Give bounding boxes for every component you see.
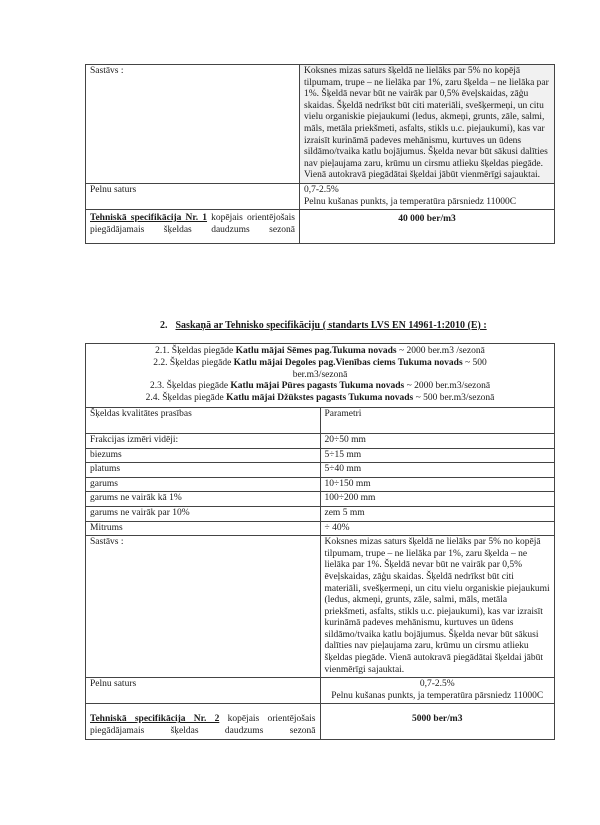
ash-cell bbox=[320, 678, 555, 704]
table-row bbox=[86, 448, 555, 463]
delivery-place: Katlu mājai Džūkstes pagasts Tukuma novads bbox=[226, 393, 414, 404]
param-value: 10÷150 mm bbox=[320, 477, 555, 492]
spec-table-2 bbox=[85, 343, 555, 740]
table-row bbox=[86, 492, 555, 507]
ash-value: 0,7-2.5% bbox=[304, 184, 339, 195]
param-label: Frakcijas izmēri vidēji: bbox=[86, 433, 321, 448]
ash-label: Pelnu saturs bbox=[86, 183, 300, 209]
param-value: 20÷50 mm bbox=[320, 433, 555, 448]
spec-amount: 40 000 ber/m3 bbox=[300, 210, 555, 244]
table-row bbox=[86, 536, 555, 678]
param-label: garums ne vairāk kā 1% bbox=[86, 492, 321, 507]
section-heading bbox=[160, 320, 487, 331]
delivery-item: 2.3. Šķeldas piegāde Katlu mājai Pūres pagasts Tukuma novads ~ 2000 ber.m3/sezonā bbox=[149, 381, 491, 392]
table-row bbox=[86, 678, 555, 704]
table-row bbox=[86, 477, 555, 492]
spec-label-cell bbox=[86, 210, 300, 244]
delivery-item: 2.2. Šķeldas piegāde Katlu mājai Degoles pag.Vienības ciems Tukuma novads ~ 500 ber.m3/sezonā bbox=[153, 357, 487, 380]
section-title: Saskaņā ar Tehnisko specifikāciju ( standarts LVS EN 14961-1:2010 (E) : bbox=[175, 320, 487, 331]
param-value: 100÷200 mm bbox=[320, 492, 555, 507]
composition-label: Sastāvs : bbox=[90, 66, 124, 76]
table-row bbox=[86, 704, 555, 739]
header-right: Parametri bbox=[320, 407, 555, 433]
composition-label-cell bbox=[86, 65, 300, 184]
table-row bbox=[86, 344, 555, 408]
delivery-item: 2.1. Šķeldas piegāde Katlu mājai Sēmes pag.Tukuma novads ~ 2000 ber.m3 /sezonā bbox=[155, 346, 485, 356]
header-left: Šķeldas kvalitātes prasības bbox=[86, 407, 321, 433]
param-label: garums bbox=[86, 477, 321, 492]
spec-table-1 bbox=[85, 64, 555, 244]
spec-label-cell bbox=[86, 704, 321, 739]
delivery-list bbox=[86, 344, 555, 408]
table-row bbox=[86, 433, 555, 448]
param-label: Mitrums bbox=[86, 521, 321, 536]
section-number: 2. bbox=[160, 320, 168, 331]
delivery-item: 2.4. Šķeldas piegāde Katlu mājai Džūkstes pagasts Tukuma novads ~ 500 ber.m3/sezonā bbox=[145, 393, 495, 404]
table-row bbox=[86, 65, 555, 184]
composition-text: Koksnes mizas saturs šķeldā ne lielāks par 5% no kopējā tilpumam, trupe – ne lielāka par 1%, zaru šķelda – ne lielāka par 1%. Šķeldā nevar būt ne vairāk par 0,5% ēveļskaidas, zāģu skaidas. Šķeldā nedrīkst būt citi materiāli, svešķermeņi, un citu vielu organiskie piejaukumi (ledus, akmeņi, grunts, zāle, salmi, māls, metāla priekšmeti, asfalts, stikls u.c. piejaukumi), kas var izraisīt kurināmā padeves mehānismu, kurtuves un ūdens sildāmo/tvaika katlu bojājumus. Šķelda nevar būt sākusi dalīties nav pieļaujama zaru, krūmu un cirsmu atlieku šķeldas piegāde. Vienā autokravā piegādātai šķeldai jābūt vienmērīgi sajauktai. bbox=[300, 65, 555, 184]
spec-title: Tehniskā specifikācija Nr. 1 bbox=[90, 213, 208, 224]
spec-title: Tehniskā specifikācija Nr. 2 bbox=[90, 714, 220, 725]
param-label: garums ne vairāk par 10% bbox=[86, 506, 321, 521]
spec-amount: 5000 ber/m3 bbox=[320, 704, 555, 739]
composition-label: Sastāvs : bbox=[86, 536, 321, 678]
delivery-place: Katlu mājai Degoles pag.Vienības ciems Tukuma novads bbox=[233, 357, 463, 368]
ash-melting-text: Pelnu kušanas punkts, ja temperatūra pārsniedz 11000C bbox=[304, 196, 517, 207]
table-row bbox=[86, 463, 555, 478]
ash-value: 0,7-2.5% bbox=[419, 679, 455, 690]
param-value: 5÷40 mm bbox=[320, 463, 555, 478]
ash-melting-text: Pelnu kušanas punkts, ja temperatūra pārsniedz 11000C bbox=[331, 690, 544, 701]
table-row bbox=[86, 210, 555, 244]
ash-cell bbox=[300, 183, 555, 209]
delivery-place: Katlu mājai Sēmes pag.Tukuma novads bbox=[235, 346, 397, 356]
table-row bbox=[86, 521, 555, 536]
param-value: zem 5 mm bbox=[320, 506, 555, 521]
spec-description: kopējais orientējošais piegādājamais šķeldas daudzums sezonā bbox=[90, 213, 295, 235]
delivery-place: Katlu mājai Pūres pagasts Tukuma novads bbox=[230, 381, 405, 392]
ash-label: Pelnu saturs bbox=[86, 678, 321, 704]
spec-description: kopējais orientējošais piegādājamais šķeldas daudzums sezonā bbox=[90, 714, 316, 737]
table-row bbox=[86, 506, 555, 521]
composition-text: Koksnes mizas saturs šķeldā ne lielāks par 5% no kopējā tilpumam, trupe – ne lielāka par 1%, zaru šķelda – ne lielāka par 1%. Šķeldā nevar būt ne vairāk par 0,5% ēveļskaidas, zāģu skaidas. Šķeldā nedrīkst būt citi materiāli, svešķermeņi, un citu vielu organiskie piejaukumi (ledus, akmeņi, grunts, zāle, salmi, māls, metāla priekšmeti, asfalts, stikls u.c. piejaukumi), kas var izraisīt kurināmā padeves mehānismu, kurtuves un ūdens sildāmo/tvaika katlu bojājumus. Šķelda nevar būt sākusi dalīties nav pieļaujama zaru, krūmu un cirsmu atlieku šķeldas piegāde. Vienā autokravā piegādātai šķeldai jābūt vienmērīgi sajauktai. bbox=[320, 536, 555, 678]
table-header-row bbox=[86, 407, 555, 433]
param-value: ÷ 40% bbox=[320, 521, 555, 536]
param-label: biezums bbox=[86, 448, 321, 463]
param-value: 5÷15 mm bbox=[320, 448, 555, 463]
param-label: platums bbox=[86, 463, 321, 478]
table-row bbox=[86, 183, 555, 209]
